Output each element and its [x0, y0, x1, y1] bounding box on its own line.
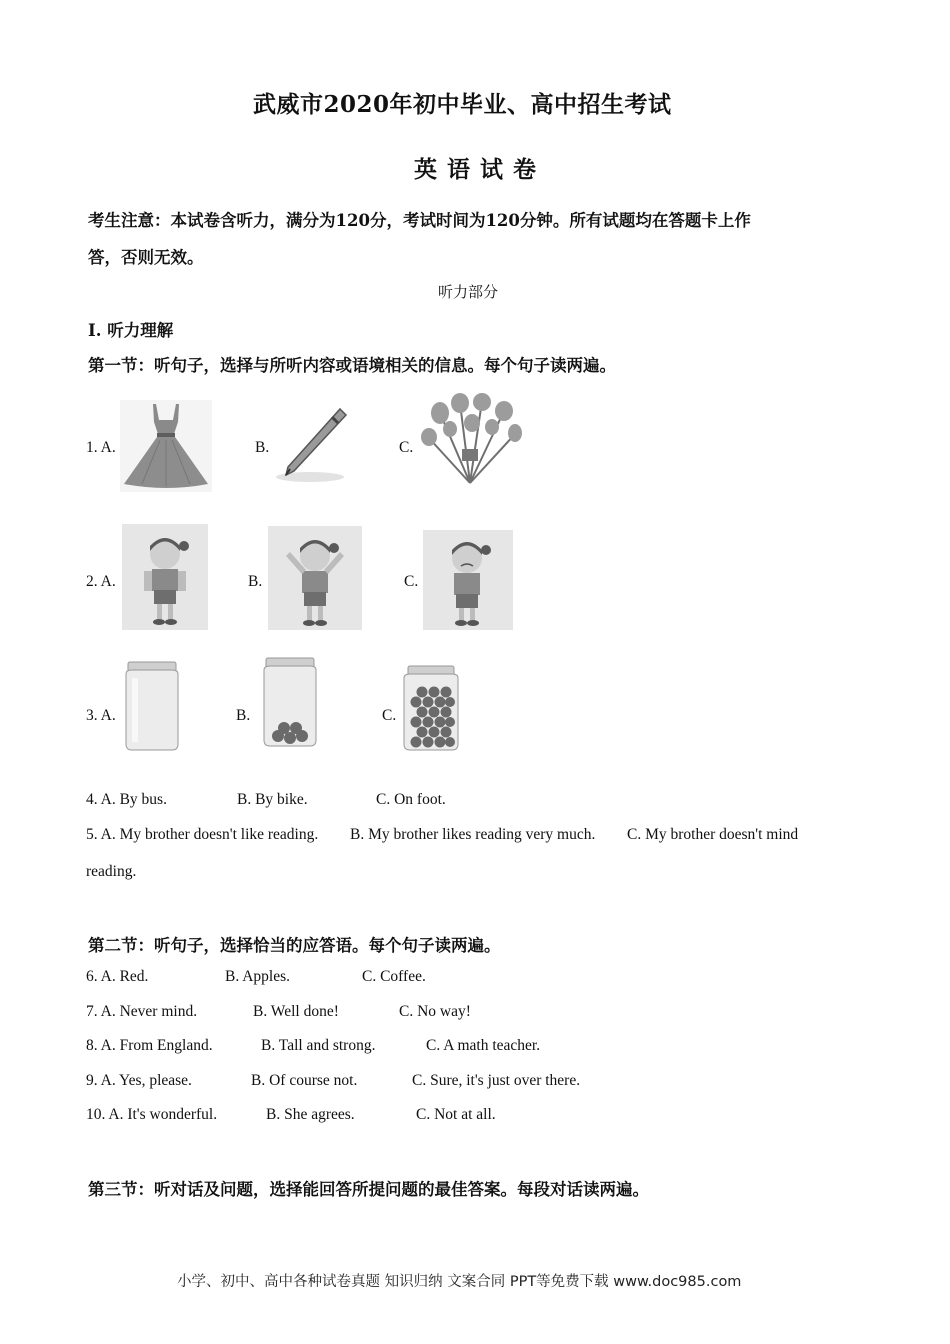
q1-label-b: B.	[255, 439, 270, 456]
q3-label-a: 3. A.	[86, 707, 116, 724]
q4-option-b: B. By bike.	[237, 791, 308, 808]
jar-few-balls-picture	[256, 652, 324, 750]
dress-picture	[120, 400, 212, 492]
q1-label-a: 1. A.	[86, 439, 116, 456]
q10-option-b: B. She agrees.	[266, 1106, 355, 1123]
empty-jar-picture	[122, 660, 182, 752]
jar-full-balls-picture	[400, 664, 462, 752]
q9-option-b: B. Of course not.	[251, 1072, 358, 1089]
q8-option-c: C. A math teacher.	[426, 1037, 541, 1054]
q4-option-a: 4. A. By bus.	[86, 791, 167, 808]
part-heading: I. 听力理解	[88, 321, 174, 340]
q8-option-a: 8. A. From England.	[86, 1037, 213, 1054]
q2-label-c: C.	[404, 573, 419, 590]
pen-picture	[272, 405, 352, 485]
q5-option-a: 5. A. My brother doesn't like reading.	[86, 826, 319, 843]
q7-option-a: 7. A. Never mind.	[86, 1003, 198, 1020]
exam-title: 武威市2020年初中毕业、高中招生考试	[253, 91, 672, 118]
q2-label-b: B.	[248, 573, 263, 590]
sub-heading-1: 第一节：听句子，选择与所听内容或语境相关的信息。每个句子读两遍。	[88, 356, 616, 375]
q3-label-c: C.	[382, 707, 397, 724]
q2-label-a: 2. A.	[86, 573, 116, 590]
q10-option-c: C. Not at all.	[416, 1106, 496, 1123]
q6-option-c: C. Coffee.	[362, 968, 426, 985]
q5-option-b: B. My brother likes reading very much.	[350, 826, 596, 843]
q4-option-c: C. On foot.	[376, 791, 446, 808]
q5-option-c-continued: reading.	[86, 863, 137, 880]
q5-option-c: C. My brother doesn't mind	[627, 826, 799, 843]
flowers-picture	[420, 393, 522, 485]
girl-waving-picture	[268, 526, 362, 630]
q9-option-c: C. Sure, it's just over there.	[412, 1072, 581, 1089]
page-footer: 小学、初中、高中各种试卷真题 知识归纳 文案合同 PPT等免费下载 www.doc985.com	[177, 1274, 742, 1290]
q7-option-c: C. No way!	[399, 1003, 471, 1020]
girl-sad-picture	[423, 530, 513, 630]
q10-option-a: 10. A. It's wonderful.	[86, 1106, 218, 1123]
girl-standing-picture	[122, 524, 208, 630]
q6-option-b: B. Apples.	[225, 968, 291, 985]
q3-label-b: B.	[236, 707, 251, 724]
q6-option-a: 6. A. Red.	[86, 968, 149, 985]
notice-line-1: 考生注意：本试卷含听力，满分为120分，考试时间为120分钟。所有试题均在答题卡上作	[88, 211, 751, 230]
sub-heading-3: 第三节：听对话及问题，选择能回答所提问题的最佳答案。每段对话读两遍。	[88, 1180, 649, 1199]
sub-heading-2: 第二节：听句子，选择恰当的应答语。每个句子读两遍。	[88, 936, 501, 955]
notice-line-2: 答，否则无效。	[88, 248, 204, 267]
exam-subtitle: 英语试卷	[414, 156, 546, 183]
q7-option-b: B. Well done!	[253, 1003, 339, 1020]
q8-option-b: B. Tall and strong.	[261, 1037, 376, 1054]
q9-option-a: 9. A. Yes, please.	[86, 1072, 192, 1089]
section-name: 听力部分	[438, 283, 499, 301]
q1-label-c: C.	[399, 439, 414, 456]
